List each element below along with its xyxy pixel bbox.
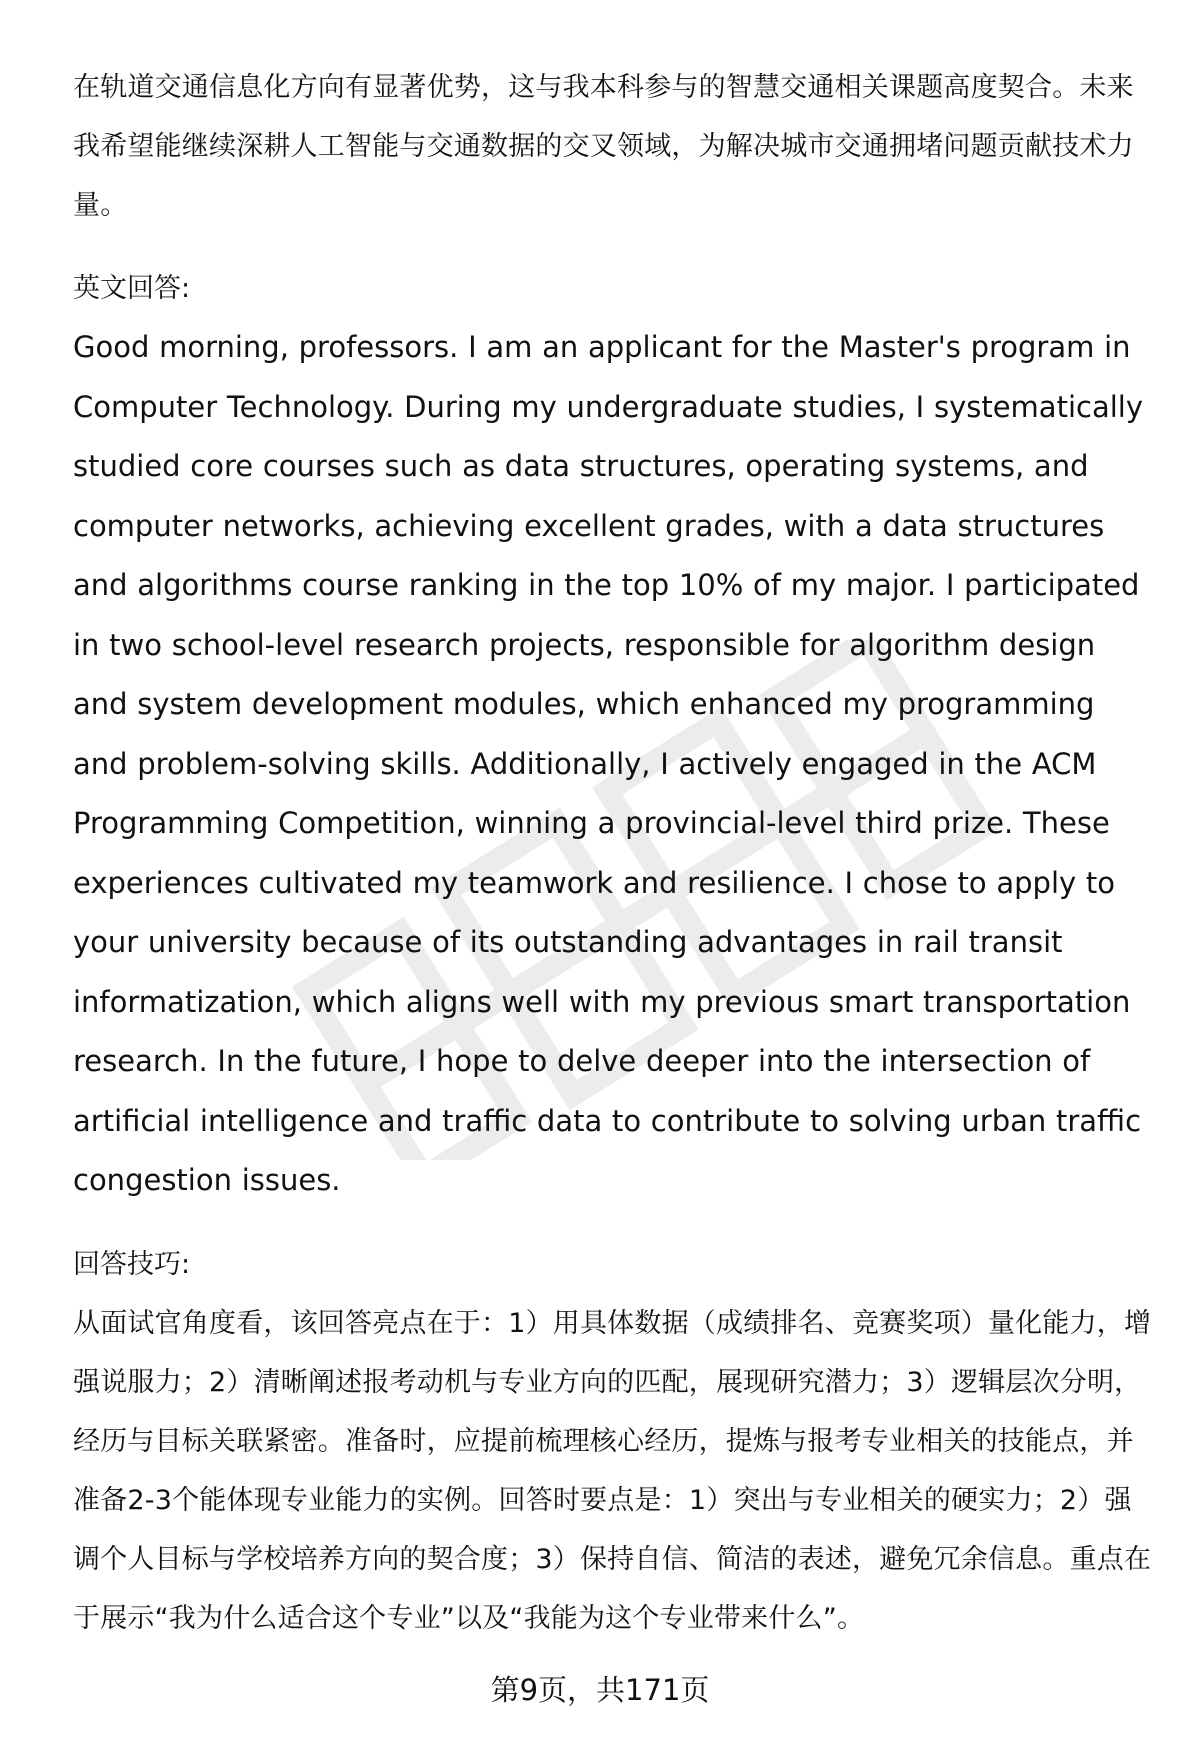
tips-paragraph: 从面试官角度看，该回答亮点在于：1）用具体数据（成绩排名、竞赛奖项）量化能力，增强说服力；2）清晰阐述报考动机与专业方向的匹配，展现研究潜力；3）逻辑层次分明，经历与目标关联紧密。准备时，应提前梳理核心经历，提炼与报考专业相关的技能点，并准备2-3个能体现专业能力的实例。回答时要点是：1）突出与专业相关的硬实力；2）强调个人目标与学校培养方向的契合度；3）保持自信、简洁的表述，避免冗余信息。重点在于展示“我为什么适合这个专业”以及“我能为这个专业带来什么”。 — [73, 1307, 1152, 1634]
english-answer-paragraph: Good morning, professors. I am an applicant for the Master's program in Computer Technology. During my undergraduate studies, I systematically studied core courses such as data structures, operating systems, and computer networks, achieving excellent grades, with a data structures and algorithms course ranking in the top 10% of my major. I participated in two school-level research projects, responsible for algorithm design and system development modules, which enhanced my programming and problem-solving skills. Additionally, I actively engaged in the ACM Programming Competition, winning a provincial-level third prize. These experiences cultivated my teamwork and resilience. I chose to apply to your university because of its outstanding advantages in rail transit informatization, which aligns well with my previous smart transportation research. In the future, I hope to delve deeper into the intersection of artificial intelligence and traffic data to contribute to solving urban traffic congestion issues. — [73, 330, 1143, 1197]
english-answer-label: 英文回答: — [73, 273, 191, 304]
document-body — [73, 58, 1153, 1648]
intro-paragraph: 在轨道交通信息化方向有显著优势，这与我本科参与的智慧交通相关课题高度契合。未来我希望能继续深耕人工智能与交通数据的交叉领域，为解决城市交通拥堵问题贡献技术力量。 — [73, 72, 1134, 221]
page-number-footer: 第9页，共171页 — [490, 1673, 710, 1707]
tips-label: 回答技巧: — [73, 1248, 191, 1280]
